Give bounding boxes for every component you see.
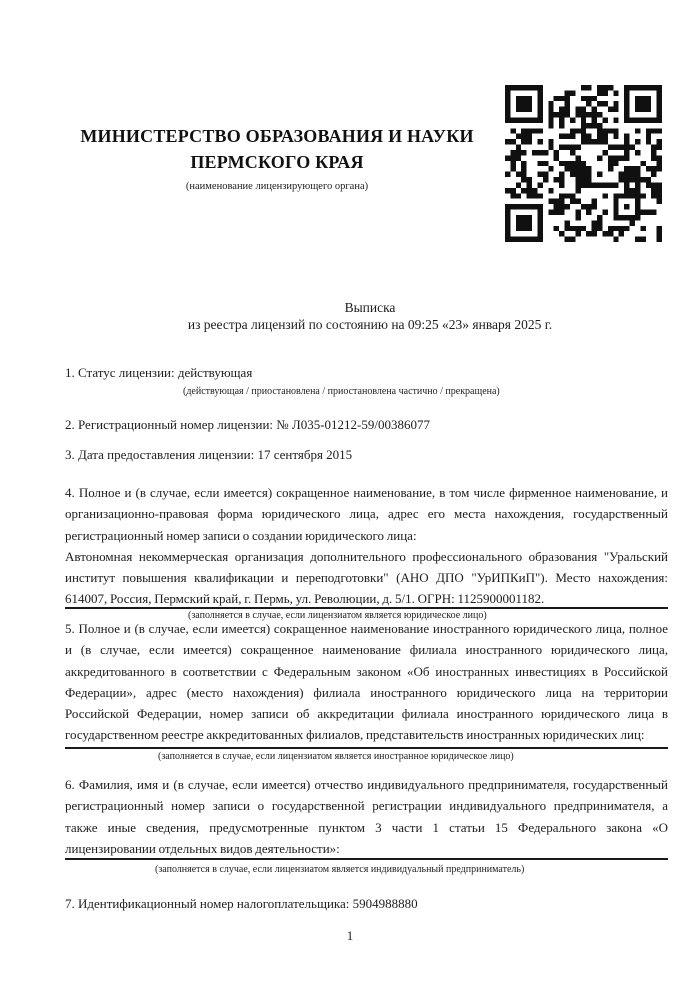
foreign-entity-underline (65, 747, 668, 749)
document-title (70, 300, 670, 333)
page-number: 1 (346, 928, 354, 943)
field-registration-number: 2. Регистрационный номер лицензии: № Л035-01212-59/00386077 (65, 417, 431, 432)
field-foreign-entity-info: 5. Полное и (в случае, если имеется) сокращенное наименование иностранного юридического лица, полное и (в случае, если имеется) сокращенное наименование филиала иностранного юридического лица, аккредитованного в соответствии с Федеральным законом «Об иностранных инвестициях в Российской Федерации», адрес (место нахождения) филиала иностранного юридического лица на территории Российской Федерации, номер записи об аккредитации филиала иностранного юридического лица в государственном реестре аккредитованных филиалов, представительств иностранных юридических лиц: (65, 621, 668, 743)
legal-entity-underline (65, 607, 668, 609)
field-legal-entity-info: 4. Полное и (в случае, если имеется) сокращенное наименование, в том числе фирменное наименование, и организационно-правовая форма юридического лица, адрес его места нахождения, государственный регистрационный номер записи о создании юридического лица: Автономная некоммерческая организация дополнительного профессионального образования "Уральский институт повышения квалификации и переподготовки" (АНО ДПО "УрИПКиП"). Место нахождения: 614007, Россия, Пермский край, г. Пермь, ул. Революции, д. 5/1. ОГРН: 1125900001182. (65, 485, 668, 607)
field-individual-entrepreneur-info: 6. Фамилия, имя и (в случае, если имеется) отчество индивидуального предпринимателя, государственный регистрационный номер записи о государственной регистрации индивидуального предпринимателя, а также иные сведения, предусмотренные пунктом 3 части 1 статьи 15 Федерального закона «О лицензировании отдельных видов деятельности»: (65, 777, 668, 856)
field-taxpayer-id: 7. Идентификационный номер налогоплательщика: 5904988880 (65, 896, 418, 911)
licensing-authority-name: МИНИСТЕРСТВО ОБРАЗОВАНИЯ И НАУКИ ПЕРМСКОГО КРАЯ (80, 126, 474, 172)
field-license-status: 1. Статус лицензии: действующая (65, 365, 253, 380)
foreign-entity-caption: (заполняется в случае, если лицензиатом является иностранное юридическое лицо) (158, 751, 514, 762)
qr-code (505, 85, 662, 242)
individual-entrepreneur-caption: (заполняется в случае, если лицензиатом является индивидуальный предприниматель) (155, 864, 525, 875)
individual-entrepreneur-underline (65, 858, 668, 860)
field-license-status-caption: (действующая / приостановлена / приостановлена частично / прекращена) (183, 386, 500, 397)
licensing-authority-caption: (наименование лицензирующего органа) (185, 181, 369, 192)
field-license-grant-date: 3. Дата предоставления лицензии: 17 сентября 2015 (65, 447, 353, 462)
document-title-line2: из реестра лицензий по состоянию на 09:25 «23» января 2025 г. (187, 316, 553, 332)
document-title-line1: Выписка (344, 300, 396, 315)
legal-entity-caption: (заполняется в случае, если лицензиатом является юридическое лицо) (188, 610, 487, 621)
